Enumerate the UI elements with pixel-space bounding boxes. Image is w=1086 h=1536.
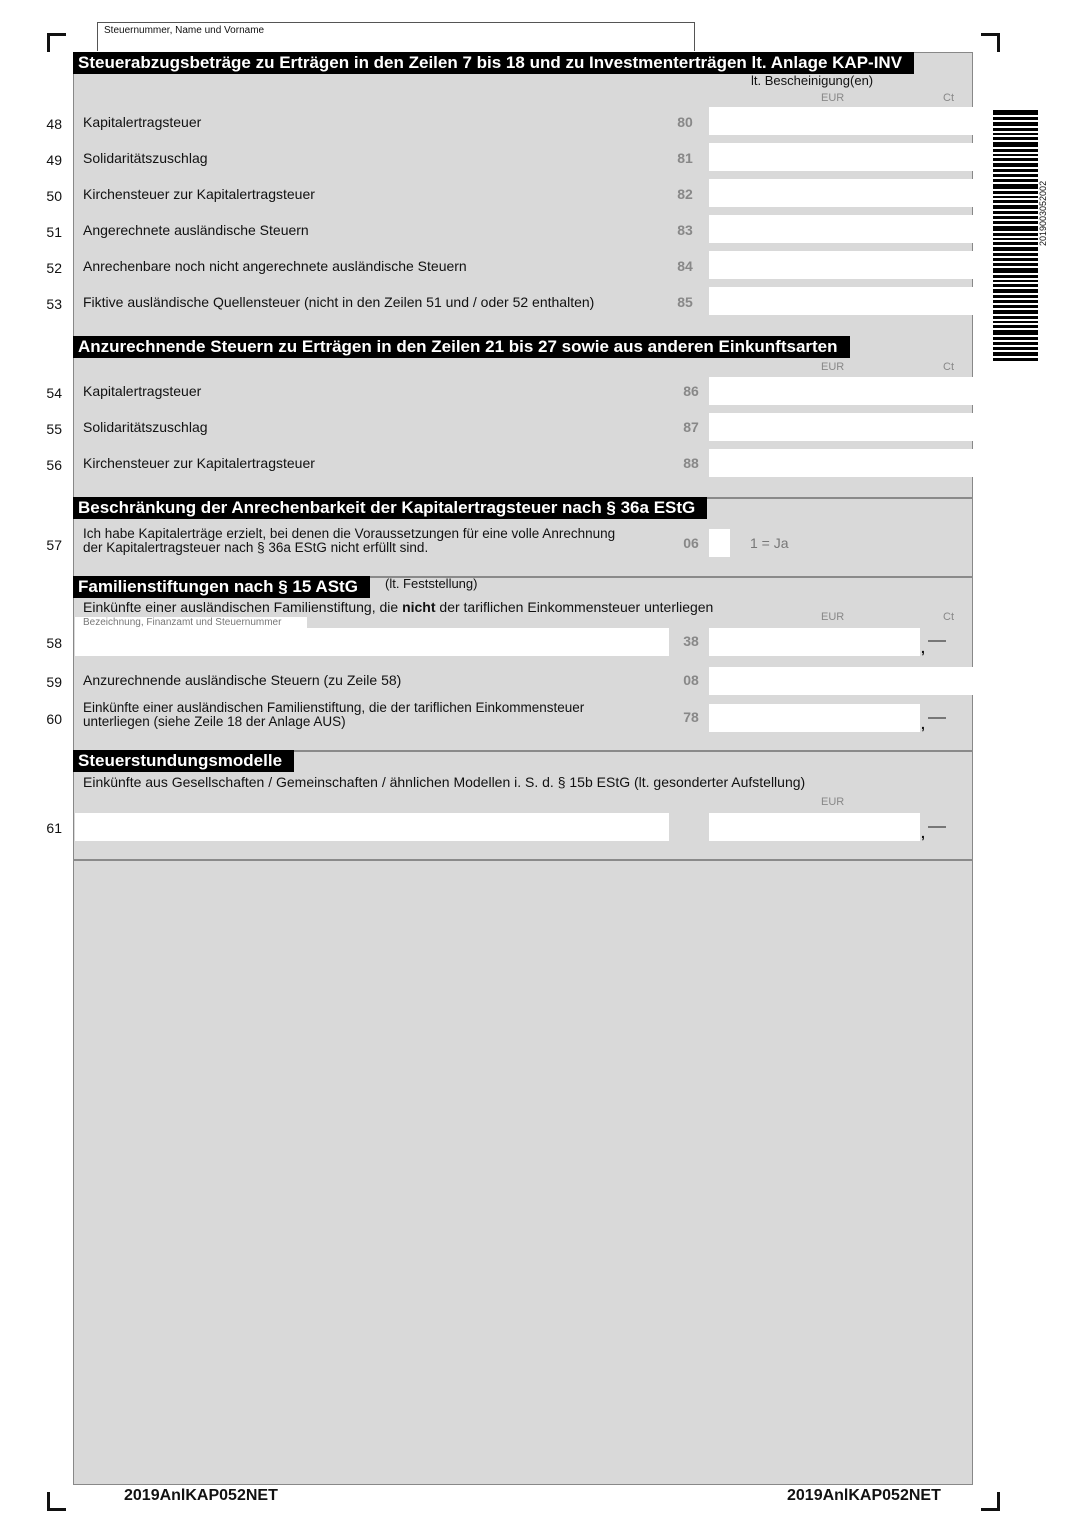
field-code: 85 <box>677 294 693 310</box>
field-code: 88 <box>683 455 699 471</box>
field-code: 82 <box>677 186 693 202</box>
line-number: 56 <box>46 457 62 473</box>
section-heading-anzurechnende-steuern: Anzurechnende Steuern zu Erträgen in den Zeilen 21 bis 27 sowie aus anderen Einkunftsarten <box>73 336 850 358</box>
section-separator <box>73 859 973 861</box>
line-label: Anzurechnende ausländische Steuern (zu Zeile 58) <box>83 672 402 688</box>
line-number: 58 <box>46 635 62 651</box>
intro-text: der tariflichen Einkommensteuer unterliegen <box>435 599 714 615</box>
field-code: 81 <box>677 150 693 166</box>
column-header-ct: Ct <box>943 92 954 104</box>
steuerstundungsmodell-bezeichnung-input[interactable] <box>75 813 669 841</box>
decimal-comma: , <box>921 640 925 656</box>
option-label: 1 = Ja <box>750 535 789 551</box>
line-label: Angerechnete ausländische Steuern <box>83 222 309 238</box>
barcode <box>993 110 1038 382</box>
corner-mark-top-right <box>981 33 1000 52</box>
column-header-eur: EUR <box>821 796 845 808</box>
line-label: Kirchensteuer zur Kapitalertragsteuer <box>83 455 315 471</box>
corner-mark-bottom-right <box>981 1492 1000 1511</box>
line-label-part: Ich habe Kapitalerträge erzielt, bei denen die Voraussetzungen für eine volle Anrechnung <box>83 526 616 541</box>
field-code: 06 <box>683 535 699 551</box>
corner-mark-bottom-left <box>47 1492 66 1511</box>
field-code: 78 <box>683 709 699 725</box>
kapitalertragsteuer-anzurechnend-input[interactable] <box>709 377 973 405</box>
column-header-ct: Ct <box>943 361 954 373</box>
section-title-suffix: (lt. Feststellung) <box>385 576 478 591</box>
line-number: 53 <box>46 296 62 312</box>
field-code: 87 <box>683 419 699 435</box>
column-header-eur: EUR <box>821 361 845 373</box>
bezeichnung-finanzamt-input[interactable] <box>75 628 669 656</box>
column-header-eur: EUR <box>821 92 845 104</box>
anrechenbare-steuern-input[interactable] <box>709 251 973 279</box>
line-label-part: der Kapitalertragsteuer nach § 36a EStG nicht erfüllt sind. <box>83 540 429 555</box>
section-intro <box>83 599 713 615</box>
barcode-number: 2019003052002 <box>1038 180 1048 246</box>
kirchensteuer-anzurechnend-input[interactable] <box>709 449 973 477</box>
field-code: 38 <box>683 633 699 649</box>
line-number: 59 <box>46 674 62 690</box>
kapitalertragsteuer-input[interactable] <box>709 107 973 135</box>
line-label: Fiktive ausländische Quellensteuer (nicht in den Zeilen 51 und / oder 52 enthalten) <box>83 294 595 310</box>
familienstiftung-tariflich-input[interactable] <box>709 704 920 732</box>
angerechnete-steuern-input[interactable] <box>709 215 973 243</box>
taxpayer-header-label: Steuernummer, Name und Vorname <box>104 25 265 36</box>
line-label <box>83 701 584 729</box>
line-number: 61 <box>46 820 62 836</box>
decimal-comma: , <box>921 825 925 841</box>
field-code: 08 <box>683 672 699 688</box>
section-intro: Einkünfte aus Gesellschaften / Gemeinschaften / ähnlichen Modellen i. S. d. § 15b EStG (lt. gesonderter Aufstellung) <box>83 774 806 790</box>
anrechnung-36a-checkbox[interactable] <box>709 529 730 557</box>
section-subheading: lt. Bescheinigung(en) <box>751 73 874 88</box>
cent-dash <box>928 826 946 828</box>
field-code: 84 <box>677 258 693 274</box>
line-label <box>83 527 615 555</box>
field-code: 86 <box>683 383 699 399</box>
solidaritaetszuschlag-input[interactable] <box>709 143 973 171</box>
field-code: 80 <box>677 114 693 130</box>
line-number: 52 <box>46 260 62 276</box>
form-id-right: 2019AnlKAP052NET <box>787 1487 941 1504</box>
column-header-eur: EUR <box>821 611 845 623</box>
line-label: Kirchensteuer zur Kapitalertragsteuer <box>83 186 315 202</box>
intro-emphasis: nicht <box>402 599 436 615</box>
column-header-ct: Ct <box>943 611 954 623</box>
line-number: 51 <box>46 224 62 240</box>
intro-text: Einkünfte einer ausländischen Familienstiftung, die <box>83 599 403 615</box>
decimal-comma: , <box>921 716 925 732</box>
line-label: Kapitalertragsteuer <box>83 383 202 399</box>
line-label: Solidaritätszuschlag <box>83 150 208 166</box>
line-number: 55 <box>46 421 62 437</box>
solidaritaetszuschlag-anzurechnend-input[interactable] <box>709 413 973 441</box>
fiktive-quellensteuer-input[interactable] <box>709 287 973 315</box>
cent-dash <box>928 640 946 642</box>
line-number: 49 <box>46 152 62 168</box>
corner-mark-top-left <box>47 33 66 52</box>
line-number: 50 <box>46 188 62 204</box>
section-heading-steuerabzugsbetraege: Steuerabzugsbeträge zu Erträgen in den Zeilen 7 bis 18 und zu Investmenterträgen lt. Anlage KAP-INV <box>73 52 914 74</box>
line-label: Solidaritätszuschlag <box>83 419 208 435</box>
section-heading-steuerstundungsmodelle: Steuerstundungsmodelle <box>73 750 294 772</box>
line-label: Kapitalertragsteuer <box>83 114 202 130</box>
line-number: 54 <box>46 385 62 401</box>
field-code: 83 <box>677 222 693 238</box>
auslaendische-steuern-input[interactable] <box>709 667 973 695</box>
line-label-part: Einkünfte einer ausländischen Familienstiftung, die der tariflichen Einkommensteuer <box>83 700 585 715</box>
kirchensteuer-input[interactable] <box>709 179 973 207</box>
familienstiftung-einkuenfte-input[interactable] <box>709 628 920 656</box>
section-heading-beschraenkung: Beschränkung der Anrechenbarkeit der Kapitalertragsteuer nach § 36a EStG <box>73 497 707 519</box>
field-caption: Bezeichnung, Finanzamt und Steuernummer <box>75 617 307 630</box>
line-label: Anrechenbare noch nicht angerechnete ausländische Steuern <box>83 258 467 274</box>
line-number: 48 <box>46 116 62 132</box>
line-label-part: unterliegen (siehe Zeile 18 der Anlage AUS) <box>83 714 346 729</box>
steuerstundungsmodell-einkuenfte-input[interactable] <box>709 813 920 841</box>
cent-dash <box>928 717 946 719</box>
section-heading-familienstiftungen: Familienstiftungen nach § 15 AStG <box>73 576 370 598</box>
taxpayer-header-field[interactable] <box>97 22 695 51</box>
form-id-left: 2019AnlKAP052NET <box>124 1487 278 1504</box>
line-number: 57 <box>46 537 62 553</box>
line-number: 60 <box>46 711 62 727</box>
